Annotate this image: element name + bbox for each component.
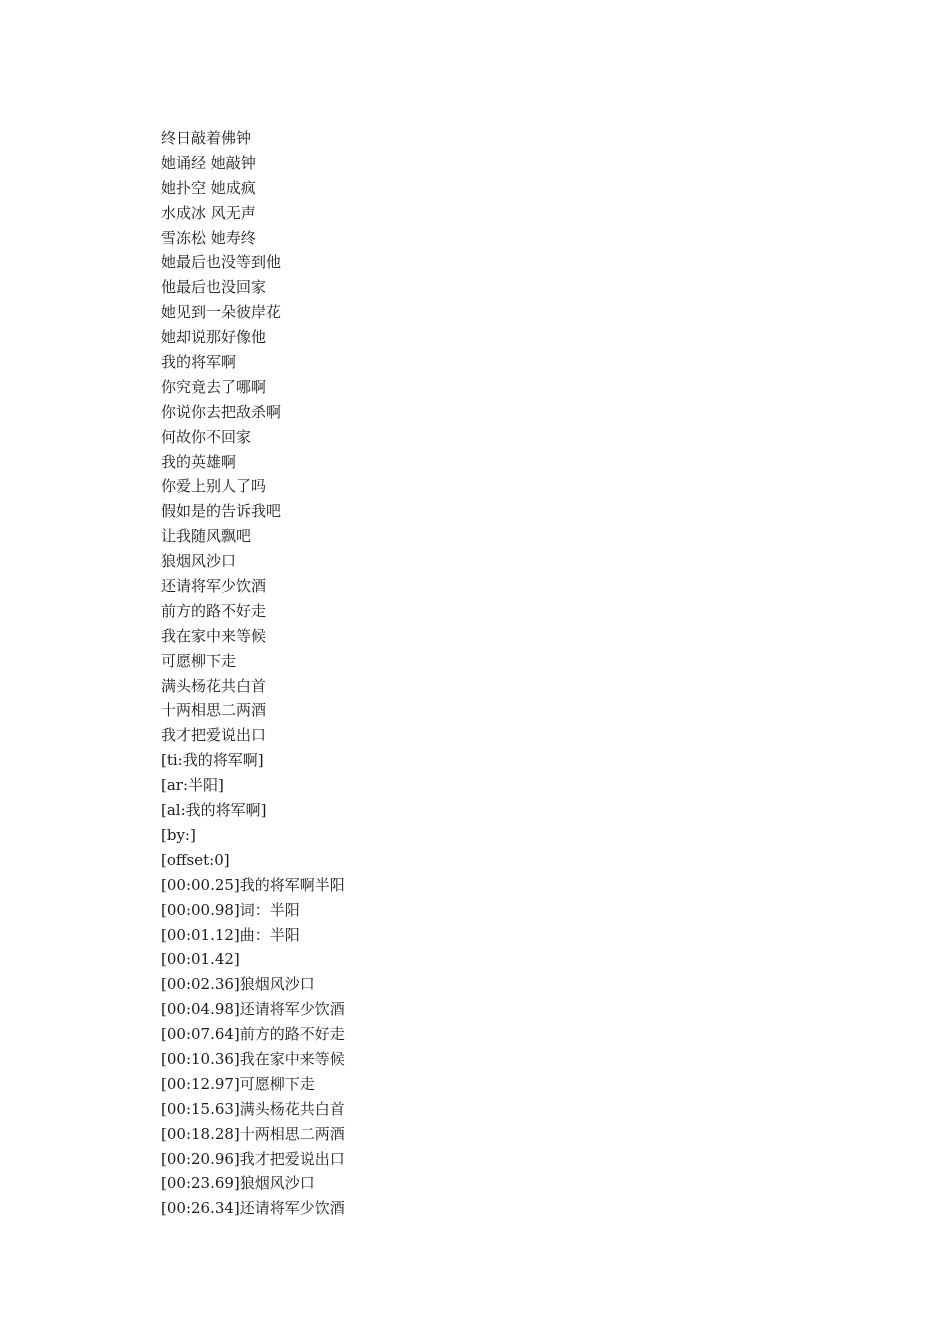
- lyrics-text: [161, 126, 345, 1221]
- lyric-line: [00:00.98]词：半阳: [161, 900, 300, 919]
- lyric-line: 让我随风飘吧: [161, 527, 252, 546]
- lyric-line: 假如是的告诉我吧: [161, 502, 282, 521]
- lyric-line: 可愿柳下走: [161, 651, 237, 670]
- lyric-line: [00:01.12]曲：半阳: [161, 925, 300, 944]
- lyric-line: 我才把爱说出口: [161, 726, 267, 745]
- lyric-line: [00:04.98]还请将军少饮酒: [161, 1000, 345, 1019]
- lyric-line: 满头杨花共白首: [161, 676, 267, 695]
- lyric-line: [ti:我的将军啊]: [161, 751, 264, 770]
- lyric-line: 她却说那好像他: [161, 328, 267, 347]
- lyric-line: [by:]: [161, 825, 196, 844]
- lyric-line: [00:07.64]前方的路不好走: [161, 1025, 345, 1044]
- lyric-line: 终日敲着佛钟: [161, 129, 252, 147]
- lyric-line: 狼烟风沙口: [161, 552, 237, 571]
- lyric-line: [00:02.36]狼烟风沙口: [161, 975, 315, 994]
- lyric-line: [00:12.97]可愿柳下走: [161, 1074, 315, 1093]
- lyric-line: [ar:半阳]: [161, 776, 224, 795]
- lyric-line: [offset:0]: [161, 850, 230, 869]
- lyric-line: 前方的路不好走: [161, 601, 267, 620]
- lyric-line: 我的英雄啊: [161, 452, 237, 471]
- lyric-line: [00:18.28]十两相思二两酒: [161, 1124, 345, 1143]
- lyric-line: 雪冻松 她寿终: [161, 228, 256, 247]
- lyric-line: 他最后也没回家: [161, 278, 267, 297]
- lyric-line: [00:23.69]狼烟风沙口: [161, 1174, 315, 1193]
- lyric-line: [00:20.96]我才把爱说出口: [161, 1149, 345, 1168]
- lyric-line: 还请将军少饮酒: [161, 577, 267, 596]
- lyric-line: 何故你不回家: [161, 427, 252, 446]
- lyric-line: 水成冰 风无声: [161, 203, 256, 222]
- lyric-line: 你爱上别人了吗: [161, 477, 267, 496]
- lyric-line: 你说你去把敌杀啊: [161, 402, 282, 421]
- lyric-line: 她最后也没等到他: [161, 253, 282, 272]
- lyric-line: [00:10.36]我在家中来等候: [161, 1049, 345, 1068]
- lyric-line: 十两相思二两酒: [161, 701, 267, 720]
- lyric-line: 她诵经 她敲钟: [161, 153, 256, 172]
- lyric-line: 她见到一朵彼岸花: [161, 303, 282, 322]
- lyric-line: [00:15.63]满头杨花共白首: [161, 1099, 345, 1118]
- lyric-line: 你究竟去了哪啊: [161, 377, 267, 396]
- lyric-line: [al:我的将军啊]: [161, 801, 267, 820]
- lyric-line: [00:26.34]还请将军少饮酒: [161, 1199, 345, 1218]
- lyric-line: [00:01.42]: [161, 950, 240, 969]
- lyric-line: 我的将军啊: [161, 353, 237, 372]
- lyric-line: 我在家中来等候: [161, 626, 267, 645]
- lyric-line: 她扑空 她成疯: [161, 178, 256, 197]
- lyric-line: [00:00.25]我的将军啊半阳: [161, 875, 345, 894]
